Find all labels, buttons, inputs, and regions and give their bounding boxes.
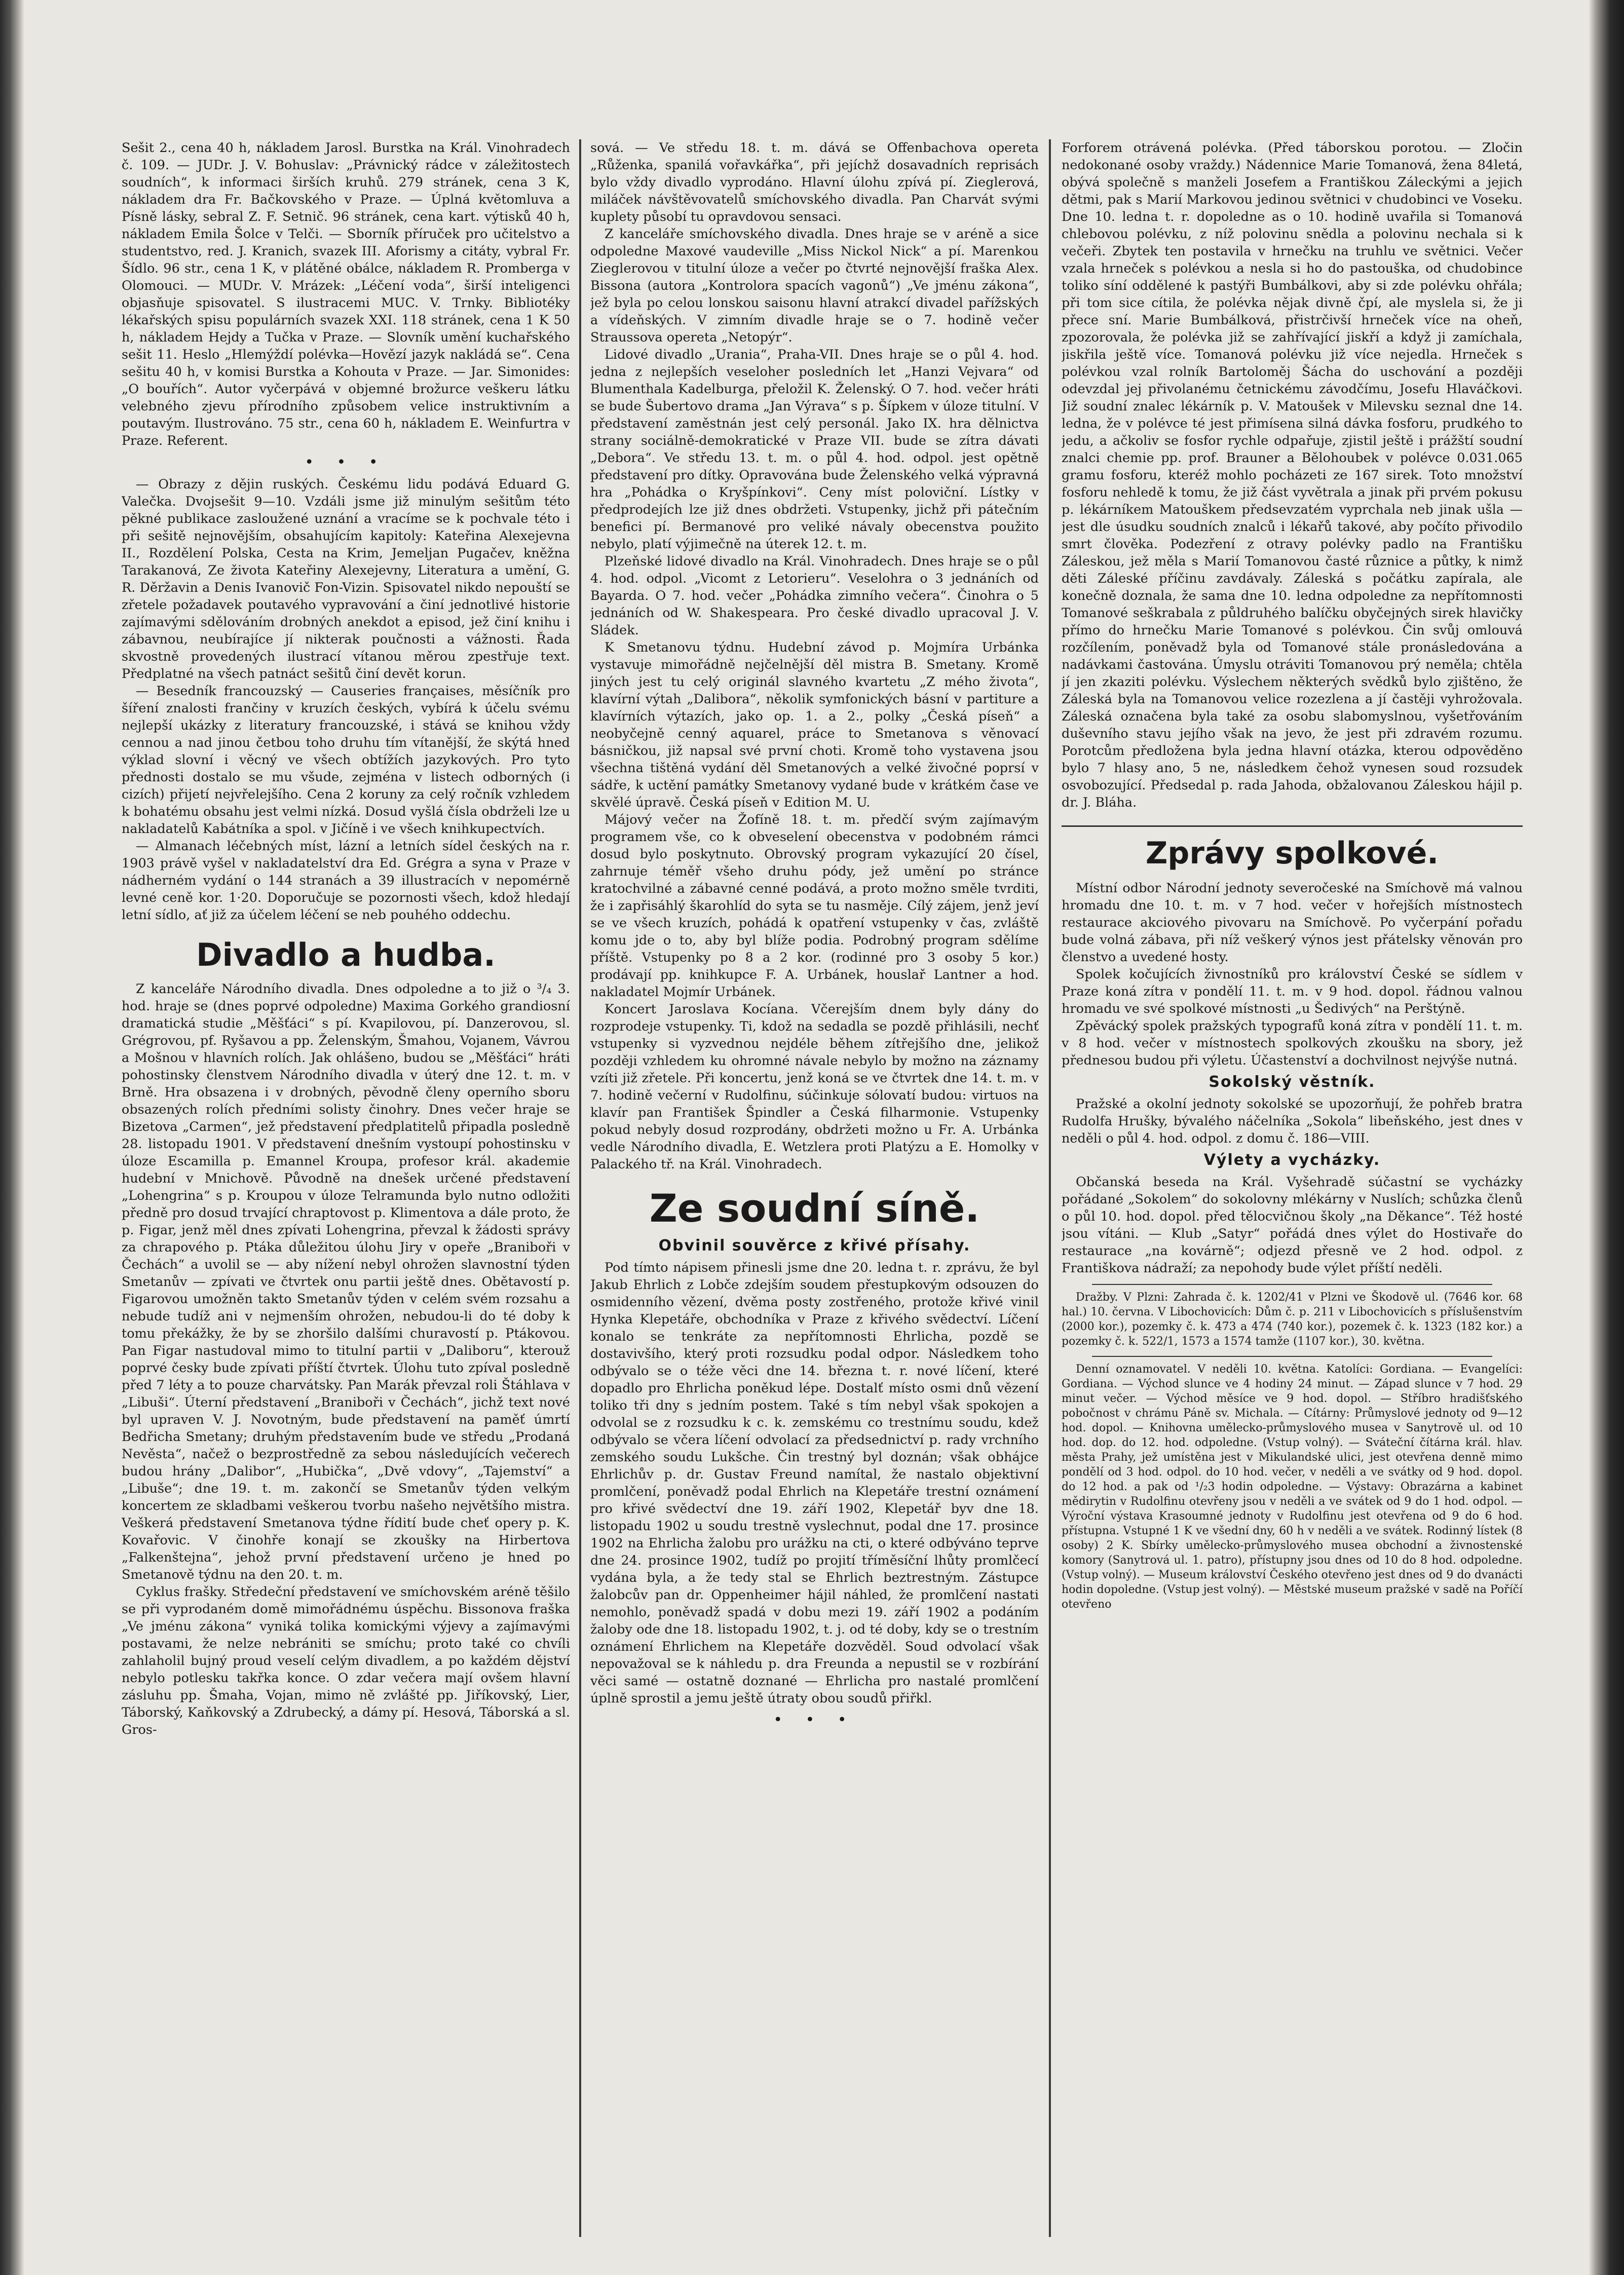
column-right — [1062, 139, 1523, 2237]
scan-edge-right — [1589, 0, 1624, 2275]
daily-announcer: Denní oznamovatel. V neděli 10. května. Katolíci: Gordiana. — Evangelíci: Gordiana. — Východ slunce ve 4 hodiny 24 minut. — Západ slunce v 7 hod. 29 minut večer. — Východ měsíce ve 9 hod. dopol. — Stříbro hradišťského pobočnost v chrámu Páně sv. Michala. — Cítárny: Průmyslové jednoty od 9—12 hod. dopol. — Knihovna umělecko-průmyslového musea v Sanytrově ul. od 10 hod. dop. do 12. hod. odpoledne. (Vstup volný). — Sváteční čítárna král. hlav. města Prahy, jež umístěna jest v Mikulandské ulici, jest otevřena denně mimo pondělí od 3 hod. odpol. do 10 hod. večer, v neděli a ve svátky od 9 hod. dopol. do 12 hod. a pak od ¹/₂3 hodin odpoledne. — Výstavy: Obrazárna a kabinet mědirytin v Rudolfinu otevřeny jsou v neděli a ve svátek od 9 do 1 hod. odpol. — Výroční výstava Krasoumné jednoty v Rudolfinu jest otevřena od 9 do 6 hod. přístupna. Vstupné 1 K ve všední dny, 60 h v neděli a ve svátek. Rodinný lístek (8 osoby) 2 K. Sbírky umělecko-průmyslového musea obchodní a živnostenské komory (Sanytrová ul. 1. patro), přístupny jsou dnes od 10 do 8 hod. odpoledne. (Vstup volný). — Museum království Českého otevřeno jest dnes od 9 do dvanácti hodin dopoledne. (Vstup jest volný). — Městské museum pražské v sadě na Poříčí otevřeno — [1062, 1363, 1523, 1611]
column-rule — [579, 139, 581, 2237]
notice-traders-union: Spolek kočujících živnostníků pro království České se sídlem v Praze koná zítra v pondělí 11. t. m. v 9 hod. dopol. řádnou valnou hromadu ve své spolkové místnosti „u Šedivých“ na Perštýně. — [1062, 967, 1523, 1016]
notice-sokol-funeral: Pražské a okolní jednoty sokolské se upozorňují, že pohřeb bratra Rudolfa Hrušky, bývalého náčelníka „Sokola“ libeňského, jest dnes v neděli o půl 4. hod. odpol. z domu č. 186—VIII. — [1062, 1096, 1523, 1146]
notice-national-union: Místní odbor Národní jednoty severočeské na Smíchově má valnou hromadu dne 10. t. m. v 7 hod. večer v hořejších místnostech restaurace akciového pivovaru na Smíchově. Po vyčerpání pořadu bude volná zábava, při níž veškerý výnos jest přátelsky věnován pro členstvo a uvedené hosty. — [1062, 881, 1523, 965]
article-almanach: — Almanach léčebných míst, lázní a letních sídel českých na r. 1903 právě vyšel v nakladatelství dra Ed. Grégra a syna v Praze v nádherném vydání o 144 stranách a 39 illustracích v nepomérně levné ceně kor. 1·20. Doporučuje se pozornosti všech, kdož hledají letní sídlo, ať již za účelem léčení se neb pouhého oddechu. — [122, 839, 570, 923]
section-heading-associations: Zprávy spolkové. — [1062, 825, 1523, 875]
notice-trips: Občanská beseda na Král. Vyšehradě súčastní se vycházky pořádané „Sokolem“ do sokolovny mlékárny v Nuslích; schůzka členů o půl 10. hod. dopol. před tělocvičnou školy „na Děkance“. Též hosté jsou vítáni. — Klub „Satyr“ pořádá dnes výlet do Hostivaře do restaurace „na kovárně“; odjezd přesně ve 2 hod. odpol. z Františkova nádraží; za nepohody bude výlet příští neděli. — [1062, 1174, 1523, 1276]
separator-rule — [1092, 1284, 1492, 1285]
book-notices: Sešit 2., cena 40 h, nákladem Jarosl. Burstka na Král. Vinohradech č. 109. — JUDr. J. V. Bohuslav: „Právnický rádce v záležitostech soudních“, k informaci širších kruhů. 279 stránek, cena 3 K, nákladem dra Fr. Bačkovského v Praze. — Úplná květomluva a Písně lásky, sebral Z. F. Setnič. 96 stránek, cena kart. výtisků 40 h, nákladem Emila Šolce v Telči. — Sborník příruček pro učitelstvo a studentstvo, red. J. Kranich, svazek III. Aforismy a citáty, vybral Fr. Šídlo. 96 str., cena 1 K, v plátěné obálce, nákladem R. Promberga v Olomouci. — MUDr. V. Mrázek: „Léčení voda“, širší inteligenci objasňuje spisovatel. S ilustracemi MUC. V. Trnky. Bibliotéky lékařských spisu populárních svazek XXI. 118 stránek, cena 1 K 50 h, nákladem Hejdy a Tučka v Praze. — Slovník umění kuchařského sešit 11. Heslo „Hlemýždí polévka—Hovězí jazyk nakládá se“. Cena sešitu 40 h, v komisi Burstka a Kohouta v Praze. — Jar. Simonides: „O bouřích“. Autor vyčerpává v objemné brožurce veškeru látku velebného zjevu přírodního způsobem velice instruktivním a poutavým. Ilustrováno. 75 str., cena 60 h, nákladem E. Weinfurtra v Praze. Referent. — [122, 140, 570, 448]
article-smetana-week: K Smetanovu týdnu. Hudební závod p. Mojmíra Urbánka vystavuje mimořádně nejčelnější děl mistra B. Smetany. Kromě jiných jest tu celý originál slavného kvartetu „Z mého života“, klavírní výtah „Dalibora“, několik symfonických básní v partiture a klavírních výtazích, jako op. 1. a 2., polky „Česká píseň“ a neobyčejně cenný aquarel, práce to Smetanova s věnovací básničkou, již napsal své první choti. Kromě toho vystavena jsou všechna tištěná vydání děl Smetanových a velké živočné poprsí v sádře, k uctění památky Smetanovy vydané bude v krátkém čase ve skvělé úpravě. Česká píseň v Edition M. U. — [590, 640, 1039, 810]
article-may-evening: Májový večer na Žofíně 18. t. m. předčí svým zajímavým programem vše, co k obveselení obecenstva v podobném rámci dosud bylo poskytnuto. Obrovský program vykazující 20 čísel, zahrnuje téměř všeho druhu pódy, jež umění po stránce kratochvilné a zábavné cenné podává, a proto možno směle tvrditi, že i zapřisáhlý škarohlíd do syta se tu nasměje. Cílý zájem, jenž jeví se ve všech kruzích, pohádá k opatření vstupenky v čas, zvláště komu jde o to, aby byl blíže podia. Podrobný program sdělíme příště. Vstupenky po 8 a 2 kor. (rodinné pro 3 osoby 5 kor.) prodávají pp. knihkupce F. A. Urbánek, houslař Lantner a hod. nakladatel Mojmír Urbánek. — [590, 812, 1039, 1000]
article-urania-theatre: Lidové divadlo „Urania“, Praha-VII. Dnes hraje se o půl 4. hod. jedna z nejlepších veseloher posledních let „Hanzi Vejvara“ od Blumenthala Kadelburga, přeložil K. Želenský. O 7. hod. večer hráti se bude Šubertovo drama „Jan Výrava“ s p. Šípkem v úloze titulní. V představení zaměstnán jest celý personál. Jako IX. hra dělnictva strany sociálně-demokratické v Praze VII. bude se zítra dávati „Debora“. Ve středu 13. t. m. o půl 4. hod. odpol. jest opětně představení pro dítky. Opravována bude Želenského velká výpravná hra „Pohádka o Kryšpínkovi“. Ceny míst poloviční. Lístky v předprodejích lze již dnes obdržeti. Vstupenky, jichž při pátečním benefici pí. Bermanové pro veliké návaly obecenstva použito nebylo, platí výjimečně na úterek 12. t. m. — [590, 347, 1039, 552]
subheading-perjury: Obvinil souvěrce z křivé přísahy. — [658, 1237, 971, 1255]
ornament-divider: • • • — [773, 1711, 856, 1729]
scan-edge-left — [0, 0, 24, 2275]
column-left — [122, 139, 570, 2237]
article-poisoned-soup: Forforem otrávená polévka. (Před táborskou porotou. — Zločin nedokonané osoby vraždy.) Nádennice Marie Tomanová, žena 84letá, obývá společně s manželi Josefem a Františkou Záleckými a jejich dětmi, pak s Marií Markovou jedinou světnici v chudobinci ve Voseku. Dne 10. ledna t. r. dopoledne as o 10. hodině uvařila si Tomanová chlebovou polévku, z níž polovinu snědla a polovinu nechala si k večeři. Zbytek ten postavila v hrnečku na truhlu ve světnici. Večer vzala hrneček s polévkou a nesla si ho do pastouška, od chudobince toliko síní oddělené k pastýři Bumbálkovi, aby si zde polévku ohřála; při tom sice cítila, že polévka nějak divně čpí, ale myslela si, že ji přece sní. Marie Bumbálková, přistrčivší hrneček více na oheň, zpozorovala, že polévka již se zahřívající jiskří a když ji zamíchala, jiskřila ještě více. Tomanová polévku již více nejedla. Hrneček s polévkou vzal rolník Bartoloměj Šácha do uschování a později odevzdal jej přivolanému četnickému závodčímu, Josefu Hlaváčkovi. Již soudní znalec lékárník p. V. Matoušek v Milevsku seznal dne 14. ledna, že v polévce té jest přimísena silná dávka fosforu, prudkého to jedu, a ačkoliv se fosfor rychle odpařuje, zjistil ještě i prážští soudní znalci chemie pp. prof. Brauner a Bělohoubek v polévce 0.031.065 gramu fosforu, kteréž mohlo pocházeti ze 167 sirek. Toto množství fosforu nehledě k tomu, že již část vyvětrala a jinak při prvém pokusu p. lékárníkem Matouškem předsevzatém vyprchala neb jinak ušla — jest dle úsudku soudních znalců i lékařů takové, aby počíto přivodilo smrt člověka. Podezření z otravy polévky padlo na Františku Záleskou, jež měla s Marií Tomanovou časté různice a půtky, k nimž děti Záleské příčinu zavdávaly. Záleská s počátku zapírala, ale konečně doznala, že sama dne 10. ledna odpoledne za nepřítomnosti Tomanové seškrabala z půldruhého balíčku obyčejných sirek hlavičky přímo do hrnečku Marie Tomanové s polévkou. Čin svůj omlouvá rozčílením, poněvadž byla od Tomanové stále pronásledována a nadávkami častována. Úmyslu otráviti Tomanovou prý neměla; chtěla jí jen zkaziti polévku. Výslechem některých svědků bylo zjištěno, že Záleská byla na Tomanovou velice rozezlena a jí častěji vyhrožovala. Záleská označena byla také za osobu slabomyslnou, vyšetřováním duševního stavu jejího však na jevo, že jest při zdravém rozumu. Porotcům předložena byla jedna hlavní otázka, kterou odpověděno bylo 7 hlasy ano, 5 ne, následkem čehož vynesen soud rozsudek osvobozující. Předsedal p. rada Jahoda, obžalovanou Záleskou hájil p. dr. J. Bláha. — [1062, 140, 1523, 810]
notice-auctions: Dražby. V Plzni: Zahrada č. k. 1202/41 v Plzni ve Škodově ul. (7646 kor. 68 hal.) 10. června. V Libochovicích: Dům č. p. 211 v Libochovicích s příslušenstvím (2000 kor.), pozemky č. k. 473 a 474 (740 kor.), pozemek č. k. 1323 (182 kor.) a pozemky č. k. 522/1, 1573 a 1574 tamže (1107 kor.), 30. května. — [1062, 1291, 1523, 1348]
notice-typographers-choir: Zpěvácký spolek pražských typografů koná zítra v pondělí 11. t. m. v 8 hod. večer v místnostech spolkových zkoušku na sbory, jež přednesou budou při výletu. Účastenství a dochvilnost nejvýše nutná. — [1062, 1018, 1523, 1068]
article-national-theatre: Z kanceláře Národního divadla. Dnes odpoledne a to již o ³/₄ 3. hod. hraje se (dnes poprvé odpoledne) Maxima Gorkého grandiosní dramatická studie „Měšťáci“ s pí. Kvapilovou, pí. Danzerovou, sl. Grégrovou, pf. Ryšavou a pp. Želenským, Šmahou, Vojanem, Vávrou a Mošnou v hlavních rolích. Jak ohlášeno, budou se „Měšťáci“ hráti pohostinsky členstvem Národního divadla v úterý dne 12. t. m. v Brně. Hra obsazena i v drobných, pěvodně členy operního sboru obsazených rolích předními solisty činohry. Dnes večer hraje se Bizetova „Carmen“, jež představení předplatitelů připadla posledně 28. listopadu 1901. V představení dnešním vystoupí pohostinsku v úloze Escamilla p. Emannel Kroupa, profesor král. akademie hudební v Mnichově. Původně na dnešek určené představení „Lohengrina“ s p. Kroupou v úloze Telramunda bylo nutno odložiti předně pro dosud trvající chraptovost p. Klimentova a dále proto, že p. Figar, jenž měl dnes zpívati Lohengrina, převzal k žádosti správy za chrapového p. Ptáka důležitou úlohu Jiry v opeře „Braniboři v Čechách“ a uvolil se — aby nížení nebyl ohrožen slavnostní týden Smetanův — zpívati ve čtvrtek onu partii ještě dnes. Obětavostí p. Figarovou umožněn takto Smetanův týden v celém svém rozsahu a nebude tudíž ani v nejmenším ohrožen, nebudou-li do té doby k tomu překážky, že by se zhoršilo dalšími churavostí p. Ptákovou. Pan Figar nastudoval mimo to titulní partii v „Daliboru“, kterouž poprvé česky bude zpívati příští čtvrtek. Úlohu tuto zpíval posledně před 7 léty a to pouze charvátsky. Pan Marák převzal roli Štáhlava v „Libuši“. Úterní představení „Braniboři v Čechách“, jichž text nové byl upraven V. J. Novotným, bude představení na paměť úmrtí Bedřicha Smetany; druhým představením bude ve středu „Prodaná Nevěsta“, načež o bezprostředně za sebou následujících večerech budou hrány „Dalibor“, „Hubička“, „Dvě vdovy“, „Tajemství“ a „Libuše“; dne 19. t. m. zakončí se Smetanův týden velkým koncertem ze skladbami veškerou tvorbu našeho největšího mistra. Veškerá představení Smetanova týdne řídití bude cheť opery p. K. Kovařovic. V činohře konají se zkoušky na Hirbertova „Falkenštejna“, jehož první představení určeno je hned po Smetanově týdnu na den 20. t. m. — [122, 981, 570, 1582]
article-perjury-case: Pod tímto nápisem přinesli jsme dne 20. ledna t. r. zprávu, že byl Jakub Ehrlich z Lobče zdejším soudem přestupkovým odsouzen do osmidenního vězení, dvěma posty zostřeného, protože křivé vinil Hynka Klepetáře, obchodníka v Praze z křivého svědectví. Líčení konalo se tenkráte za nepřítomnosti Ehrlicha, pozdě se dostavivšího, který proti rozsudku podal odpor. Následkem toho odbývalo se o téže věci dne 14. března t. r. nové líčení, které dopadlo pro Ehrlicha poněkud lépe. Dostalť místo osmi dnů vězení toliko tři dny s jedním postem. Také s tím nebyl však spokojen a odvolal se z rozsudku k c. k. zemskému co trestnímu soudu, kdež odbývalo se včera líčení odvolací za předsednictví p. rady vrchního zemského soudu Lukšche. Čin trestný byl doznán; však obhájce Ehrlichův p. dr. Gustav Freund namítal, že nastalo objektivní promlčení, poněvadž podal Ehrlich na Klepetáře trestní oznámení pro křivé svědectví dne 19. září 1902, Klepetář byv dne 18. listopadu 1902 u soudu trestně vyslechnut, podal dne 17. prosince 1902 na Ehrlicha žalobu pro urážku na cti, o které odbýváno teprve dne 24. prosince 1902, tudíž po projití tříměsíční lhůty promlčecí vydána byla, a že tedy stal se Ehrlich beztrestným. Zástupce žalobcův pan dr. Oppenheimer hájil náhled, že promlčení nastati nemohlo, poněvadž spadá v dobu mezi 19. září 1902 a podáním žaloby ode dne 18. listopadu 1902, t. j. od té doby, kdy se o trestním oznámení Ehrlichem na Klepetáře dozvěděl. Soud odvolací však nepovažoval se k náhledu p. dra Freunda a nepustil se v rozbírání věci samé — ostatně doznané — Ehrlicha pro nastalé promlčení úplně sprostil a jemu ještě útraty obou soudů přiřkl. — [590, 1260, 1039, 1706]
section-heading-theatre: Divadlo a hudba. — [196, 936, 496, 973]
subheading-sokol: Sokolský věstník. — [1208, 1073, 1376, 1091]
column-middle — [590, 139, 1039, 2237]
article-russian-history: — Obrazy z dějin ruských. Českému lidu podává Eduard G. Valečka. Dvojsešit 9—10. Vzdáli jsme již minulým sešitům této pěkné publikace zasloužené uznání a vracíme se k pochvale této i při sešitě nejnovějším, obsahujícím kapitoly: Kateřina Alexejevna II., Rozdělení Polska, Cesta na Krim, Jemeljan Pugačev, kněžna Tarakanová, Ze života Kateřiny Alexejevny, Literatura a umění, G. R. Děržavin a Denis Ivanovič Fon-Vizin. Spisovatel nikdo nepouští se zřetele požadavek poutavého vypravování a činí jednotlivé historie zajímavými sdělováním drobných anekdot a episod, jež činí knihu i zábavnou, neubírajíce jí nikterak poučnosti a vážnosti. Řada skvostně provedených ilustrací vítanou měrou zpestřuje text. Předplatné na všech patnáct sešitů činí devět korun. — [122, 477, 570, 681]
article-besednik: — Besedník francouzský — Causeries françaises, měsíčník pro šíření znalosti frančiny v kruzích českých, vybírá k účelu svému nejlepší ukázky z literatury francouzské, i stává se knihou vždy cennou a nad jinou četbou toho druhu tím vítanější, že skýtá hned výklad slovní i věcný ve všech obtížích jazykových. Pro tyto přednosti dostalo se mu všude, zejména v listech odborných (i cizích) přijetí nejvřelejšího. Cena 2 koruny za celý ročník vzhledem k bohatému obsahu jest velmi nízká. Dosud vyšlá čísla obdrželi lze u nakladatelů Kabátníka a spol. v Jičíně i ve všech knihkupectvích. — [122, 684, 570, 837]
article-continuation: sová. — Ve středu 18. t. m. dává se Offenbachova opereta „Růženka, spanilá vořavkářka“, při jejíchž dosavadních reprisách bylo vždy divadlo vyprodáno. Hlavní úlohu zpívá pí. Zieglerová, miláček návštěvovatelů smíchovského divadla. Pan Charvát svými kuplety působí tu opravdovou sensaci. — [590, 140, 1039, 224]
article-plzen-theatre: Plzeňské lidové divadlo na Král. Vinohradech. Dnes hraje se o půl 4. hod. odpol. „Vicomt z Letorieru“. Veselohra o 3 jednáních od Bayarda. O 7. hod. večer „Pohádka zimního večera“. Činohra o 5 jednáních od W. Shakespeara. Pro české divadlo upracoval J. V. Sládek. — [590, 554, 1039, 638]
section-heading-court: Ze soudní síně. — [649, 1186, 980, 1231]
article-smichov-theatre: Z kanceláře smíchovského divadla. Dnes hraje se v aréně a sice odpoledne Maxové vaudeville „Miss Nickol Nick“ a pí. Marenkou Zieglerovou v titulní úloze a večer po čtvrté nejnovější fraška Alex. Bissona (autora „Kontrolora spacích vagonů“) „Ve jménu zákona“, jež byla po celou lonskou saisonu hlavní atrakcí divadel pařížských a vídeňských. V zimním divadle hraje se o 7. hodině večer Straussova opereta „Netopýr“. — [590, 226, 1039, 345]
article-farce-cycle: Cyklus frašky. Středeční představení ve smíchovském aréně těšilo se při vyprodaném domě mimořádnému úspěchu. Bissonova fraška „Ve jménu zákona“ vyniká tolika komickými výjevy a zajímavými postavami, že nelze nebrániti se smíchu; proto také co chvíli zahlaholil bujný proud veselí celým divadlem, a po každém dějství nebylo potlesku takřka konce. O zdar večera mají ovšem hlavní zásluhu pp. Šmaha, Vojan, mimo ně zvlášté pp. Jiříkovský, Lier, Táborský, Kaňkovský a Zdrubecký, a dámy pí. Hesová, Táborská a sl. Gros- — [122, 1584, 570, 1737]
article-kocian-concert: Koncert Jaroslava Kocíana. Včerejším dnem byly dány do rozprodeje vstupenky. Ti, kdož na sedadla se pozdě přihlásili, nechť vstupenky si vyzvednou nejdéle během zítřejšího dne, jelikož později vzhledem ku ohromné návale nebylo by možno na záznamy vzíti již zřetele. Při koncertu, jenž koná se ve čtvrtek dne 14. t. m. v 7. hodině večerní v Rudolfinu, súčinkuje sólovatí budou: virtuos na klavír pan František Špindler a Česká filharmonie. Vstupenky pokud nebyly dosud rozprodány, obdržeti možno u Fr. A. Urbánka vedle Národního divadla, E. Wetzlera proti Platýzu a E. Homolky v Palackého tř. na Král. Vinohradech. — [590, 1002, 1039, 1172]
ornament-divider: • • • — [305, 453, 387, 471]
newspaper-page — [122, 139, 1535, 2237]
separator-rule — [1092, 1356, 1492, 1357]
column-rule — [1049, 139, 1051, 2237]
subheading-trips: Výlety a vycházky. — [1203, 1151, 1381, 1169]
